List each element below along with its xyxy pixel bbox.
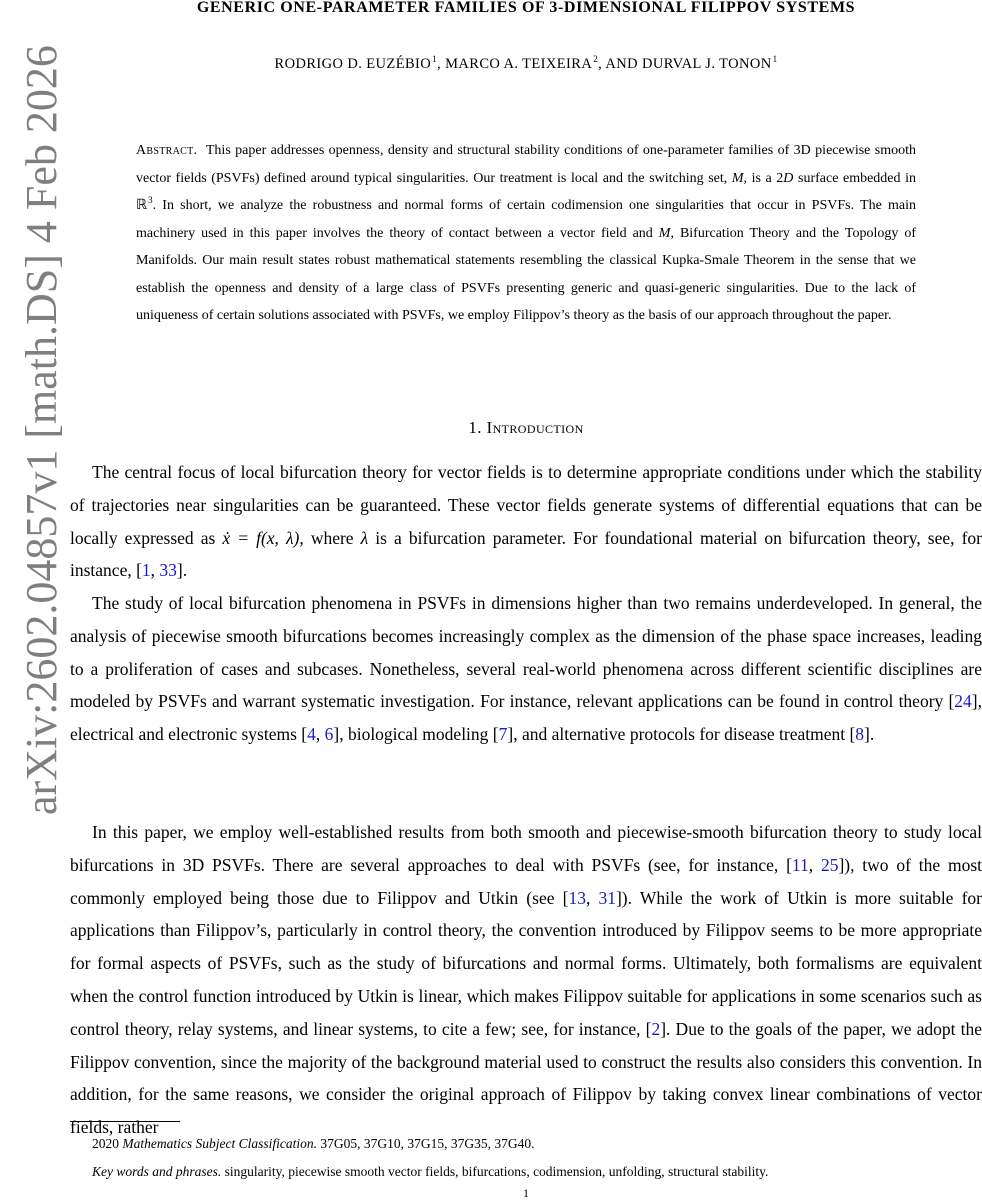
math-exponent: 3 — [148, 195, 153, 205]
paragraph-text: The study of local bifurcation phenomena in PSVFs in dimensions higher than two remains underdeveloped. In general, the analysis of piecewise smooth bifurcations becomes increasingly complex as the dimension of the phase space increases, leading to a proliferation of cases and subcases. Nonetheless, several real-world phenomena across different scientific disciplines are modeled by PSVFs and warrant systematic investigation. For instance, relevant applications can be found in control theory [ — [70, 593, 982, 712]
footnote-keywords — [92, 1164, 972, 1180]
citation-link[interactable]: 11 — [791, 854, 809, 875]
citation-link[interactable]: 4 — [307, 724, 316, 745]
author-separator: , — [437, 56, 446, 72]
abstract-text: surface embedded in ℝ — [136, 170, 916, 213]
footnote-rule — [70, 1121, 180, 1122]
math-symbol: D — [783, 170, 794, 186]
citation-separator: , — [315, 724, 325, 745]
abstract-text: . In short, we analyze the robustness and normal forms of certain codimension one singularities that occur in PSVFs. The main machinery used in this paper involves the theory of contact between a vector field and — [136, 198, 916, 241]
author-name: RODRIGO D. EUZÉBIO — [274, 56, 432, 72]
paragraph-text: is a bifurcation parameter. For foundational material on bifurcation theory, see, for instance, [ — [70, 527, 982, 581]
paragraph — [70, 456, 982, 587]
paragraph-text: ]). While the work of Utkin is more suitable for applications than Filippov’s, particularly in control theory, the convention introduced by Filippov seems to be more appropriate for formal aspects of PSVFs, such as the study of bifurcations and normal forms. Ultimately, both formalisms are equivalent when the control function introduced by Utkin is linear, which makes Filippov suitable for applications in some scenarios such as control theory, relay systems, and linear systems, to cite a few; see, for instance, [ — [70, 887, 982, 1039]
math-symbol: λ — [360, 527, 369, 548]
citation-link[interactable]: 33 — [159, 560, 177, 581]
abstract-text: , Bifurcation Theory and the Topology of Manifolds. Our main result states robust mathematical statements resembling the classical Kupka-Smale Theorem in the sense that we establish the openness and density of a large class of PSVFs presenting generic and quasi-generic singularities. Due to the lack of uniqueness of certain solutions associated with PSVFs, we employ Filippov’s theory as the basis of our approach throughout the paper. — [136, 225, 916, 323]
abstract-text: This paper addresses openness, density and structural stability conditions of one-parameter families of 3D piecewise smooth vector fields (PSVFs) defined around typical singularities. Our treatment is local and the switching set, — [136, 143, 916, 186]
msc-year: 2020 — [92, 1136, 119, 1151]
paragraph-text: ]), two of the most commonly employed being those due to Filippov and Utkin (see [ — [70, 854, 982, 908]
citation-separator: , — [150, 560, 160, 581]
arxiv-identifier-stamp: arXiv:2602.04857v1 [math.DS] 4 Feb 2026 — [17, 45, 66, 815]
paragraph — [70, 816, 982, 1144]
section-heading — [70, 418, 982, 438]
citation-link[interactable]: 1 — [141, 560, 151, 581]
abstract-heading: Abstract. — [136, 143, 198, 158]
author-line — [70, 56, 982, 73]
citation-link[interactable]: 8 — [855, 724, 865, 745]
author-affiliation: 2 — [593, 54, 599, 64]
abstract — [136, 137, 916, 330]
citation-separator: , — [808, 854, 821, 875]
paragraph — [70, 587, 982, 751]
math-symbol: M — [658, 225, 671, 241]
page-number: 1 — [523, 1186, 529, 1200]
citation-link[interactable]: 13 — [568, 887, 586, 908]
inline-formula: ẋ = f(x, λ) — [222, 527, 300, 548]
author-affiliation: 1 — [772, 54, 778, 64]
citation-link[interactable]: 24 — [954, 691, 972, 712]
msc-codes: 37G05, 37G10, 37G15, 37G35, 37G40. — [320, 1136, 535, 1151]
section-title: Introduction — [486, 418, 584, 437]
section-number: 1. — [468, 418, 482, 437]
paper-title: GENERIC ONE-PARAMETER FAMILIES OF 3-DIMENSIONAL FILIPPOV SYSTEMS — [196, 0, 856, 16]
citation-link[interactable]: 31 — [598, 887, 616, 908]
paragraph-text: ]. — [864, 724, 875, 745]
citation-separator: , — [585, 887, 599, 908]
abstract-text: , is a 2 — [743, 170, 784, 186]
footnote-msc — [92, 1136, 972, 1152]
paragraph-text: The central focus of local bifurcation theory for vector fields is to determine appropriate conditions under which the stability of trajectories near singularities can be guaranteed. These vector fields generate systems of differential equations that can be locally expressed as — [70, 462, 982, 548]
author-name: MARCO A. TEIXEIRA — [445, 56, 593, 72]
citation-link[interactable]: 25 — [820, 854, 839, 875]
author-separator: , AND — [598, 56, 642, 72]
citation-link[interactable]: 6 — [324, 724, 334, 745]
paragraph-text: ], electrical and electronic systems [ — [70, 691, 982, 745]
paragraph-text: ]. Due to the goals of the paper, we adopt the Filippov convention, since the majority of the background material used to construct the results also considers this convention. In addition, for the same reasons, we consider the original approach of Filippov by taking convex linear combinations of vector fields, rather — [70, 1018, 982, 1138]
author-affiliation: 1 — [432, 54, 438, 64]
author-name: DURVAL J. TONON — [642, 56, 772, 72]
paragraph-text: ], and alternative protocols for disease treatment [ — [507, 724, 856, 745]
citation-link[interactable]: 7 — [498, 724, 508, 745]
msc-label: Mathematics Subject Classification. — [122, 1136, 317, 1151]
keywords-label: Key words and phrases. — [92, 1164, 222, 1179]
math-symbol: M — [731, 170, 744, 186]
citation-link[interactable]: 2 — [651, 1018, 661, 1039]
paragraph-text: ]. — [176, 560, 188, 581]
paragraph-text: In this paper, we employ well-established results from both smooth and piecewise-smooth bifurcation theory to study local bifurcations in 3D PSVFs. There are several approaches to deal with PSVFs (see, for instance, [ — [70, 822, 982, 875]
keywords-text: singularity, piecewise smooth vector fields, bifurcations, codimension, unfolding, structural stability. — [224, 1164, 769, 1179]
paragraph-text: ], biological modeling [ — [333, 724, 499, 745]
paragraph-text: , where — [299, 527, 361, 548]
